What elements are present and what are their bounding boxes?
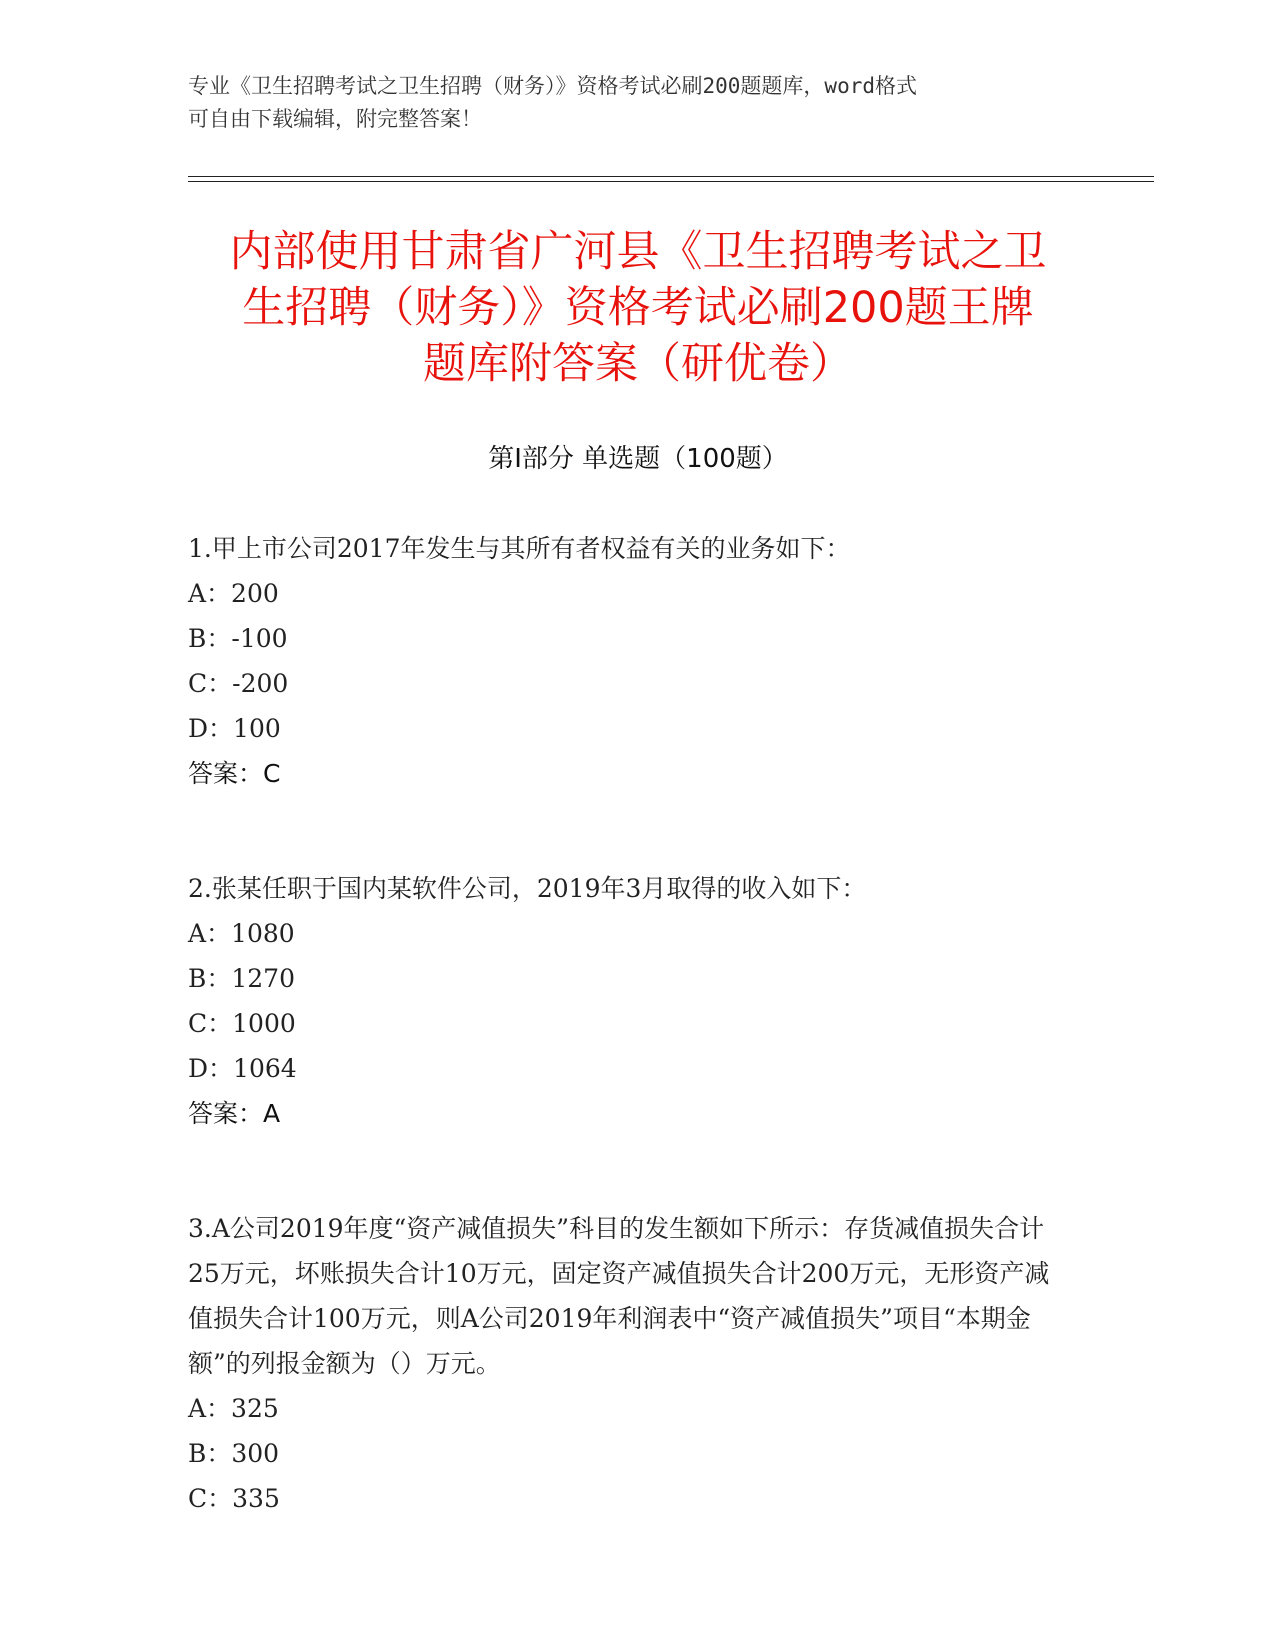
document-title <box>188 224 1088 392</box>
header-rule-top <box>188 176 1154 177</box>
option-c: C：1000 <box>188 1009 296 1038</box>
title-line-3: 题库附答案（研优卷） <box>423 339 853 389</box>
section-heading: 第Ⅰ部分 单选题（100题） <box>488 444 788 474</box>
option-a: A：1080 <box>188 919 295 948</box>
option-d: D：1064 <box>188 1054 297 1083</box>
option-b: B：1270 <box>188 964 295 993</box>
question-3 <box>188 1206 1068 1521</box>
option-b: B：300 <box>188 1439 280 1468</box>
header-line-1: 专业《卫生招聘考试之卫生招聘（财务）》资格考试必刷200题题库，word格式 <box>188 74 917 98</box>
title-line-1: 内部使用甘肃省广河县《卫生招聘考试之卫 <box>229 227 1047 277</box>
option-b: B：-100 <box>188 624 288 653</box>
question-text: 3.A公司2019年度“资产减值损失”科目的发生额如下所示：存货减值损失合计25万元，坏账损失合计10万元，固定资产减值损失合计200万元，无形资产减值损失合计100万元，则A公司2019年利润表中“资产减值损失”项目“本期金额”的列报金额为（）万元。 <box>188 1214 1050 1378</box>
option-c: C：335 <box>188 1484 280 1513</box>
question-text: 2.张某任职于国内某软件公司，2019年3月取得的收入如下： <box>188 874 867 903</box>
question-2 <box>188 866 1068 1136</box>
question-list <box>188 526 1068 1591</box>
header-rule-bottom <box>188 181 1154 182</box>
answer: 答案：A <box>188 1099 281 1128</box>
option-a: A：325 <box>188 1394 279 1423</box>
option-d: D：100 <box>188 714 281 743</box>
answer: 答案：C <box>188 759 281 788</box>
question-text: 1.甲上市公司2017年发生与其所有者权益有关的业务如下： <box>188 534 851 563</box>
question-1 <box>188 526 1068 796</box>
option-c: C：-200 <box>188 669 289 698</box>
header-line-2: 可自由下载编辑，附完整答案！ <box>188 107 482 131</box>
title-line-2: 生招聘（财务）》资格考试必刷200题王牌 <box>242 283 1034 333</box>
option-a: A：200 <box>188 579 279 608</box>
document-header <box>188 70 1068 136</box>
